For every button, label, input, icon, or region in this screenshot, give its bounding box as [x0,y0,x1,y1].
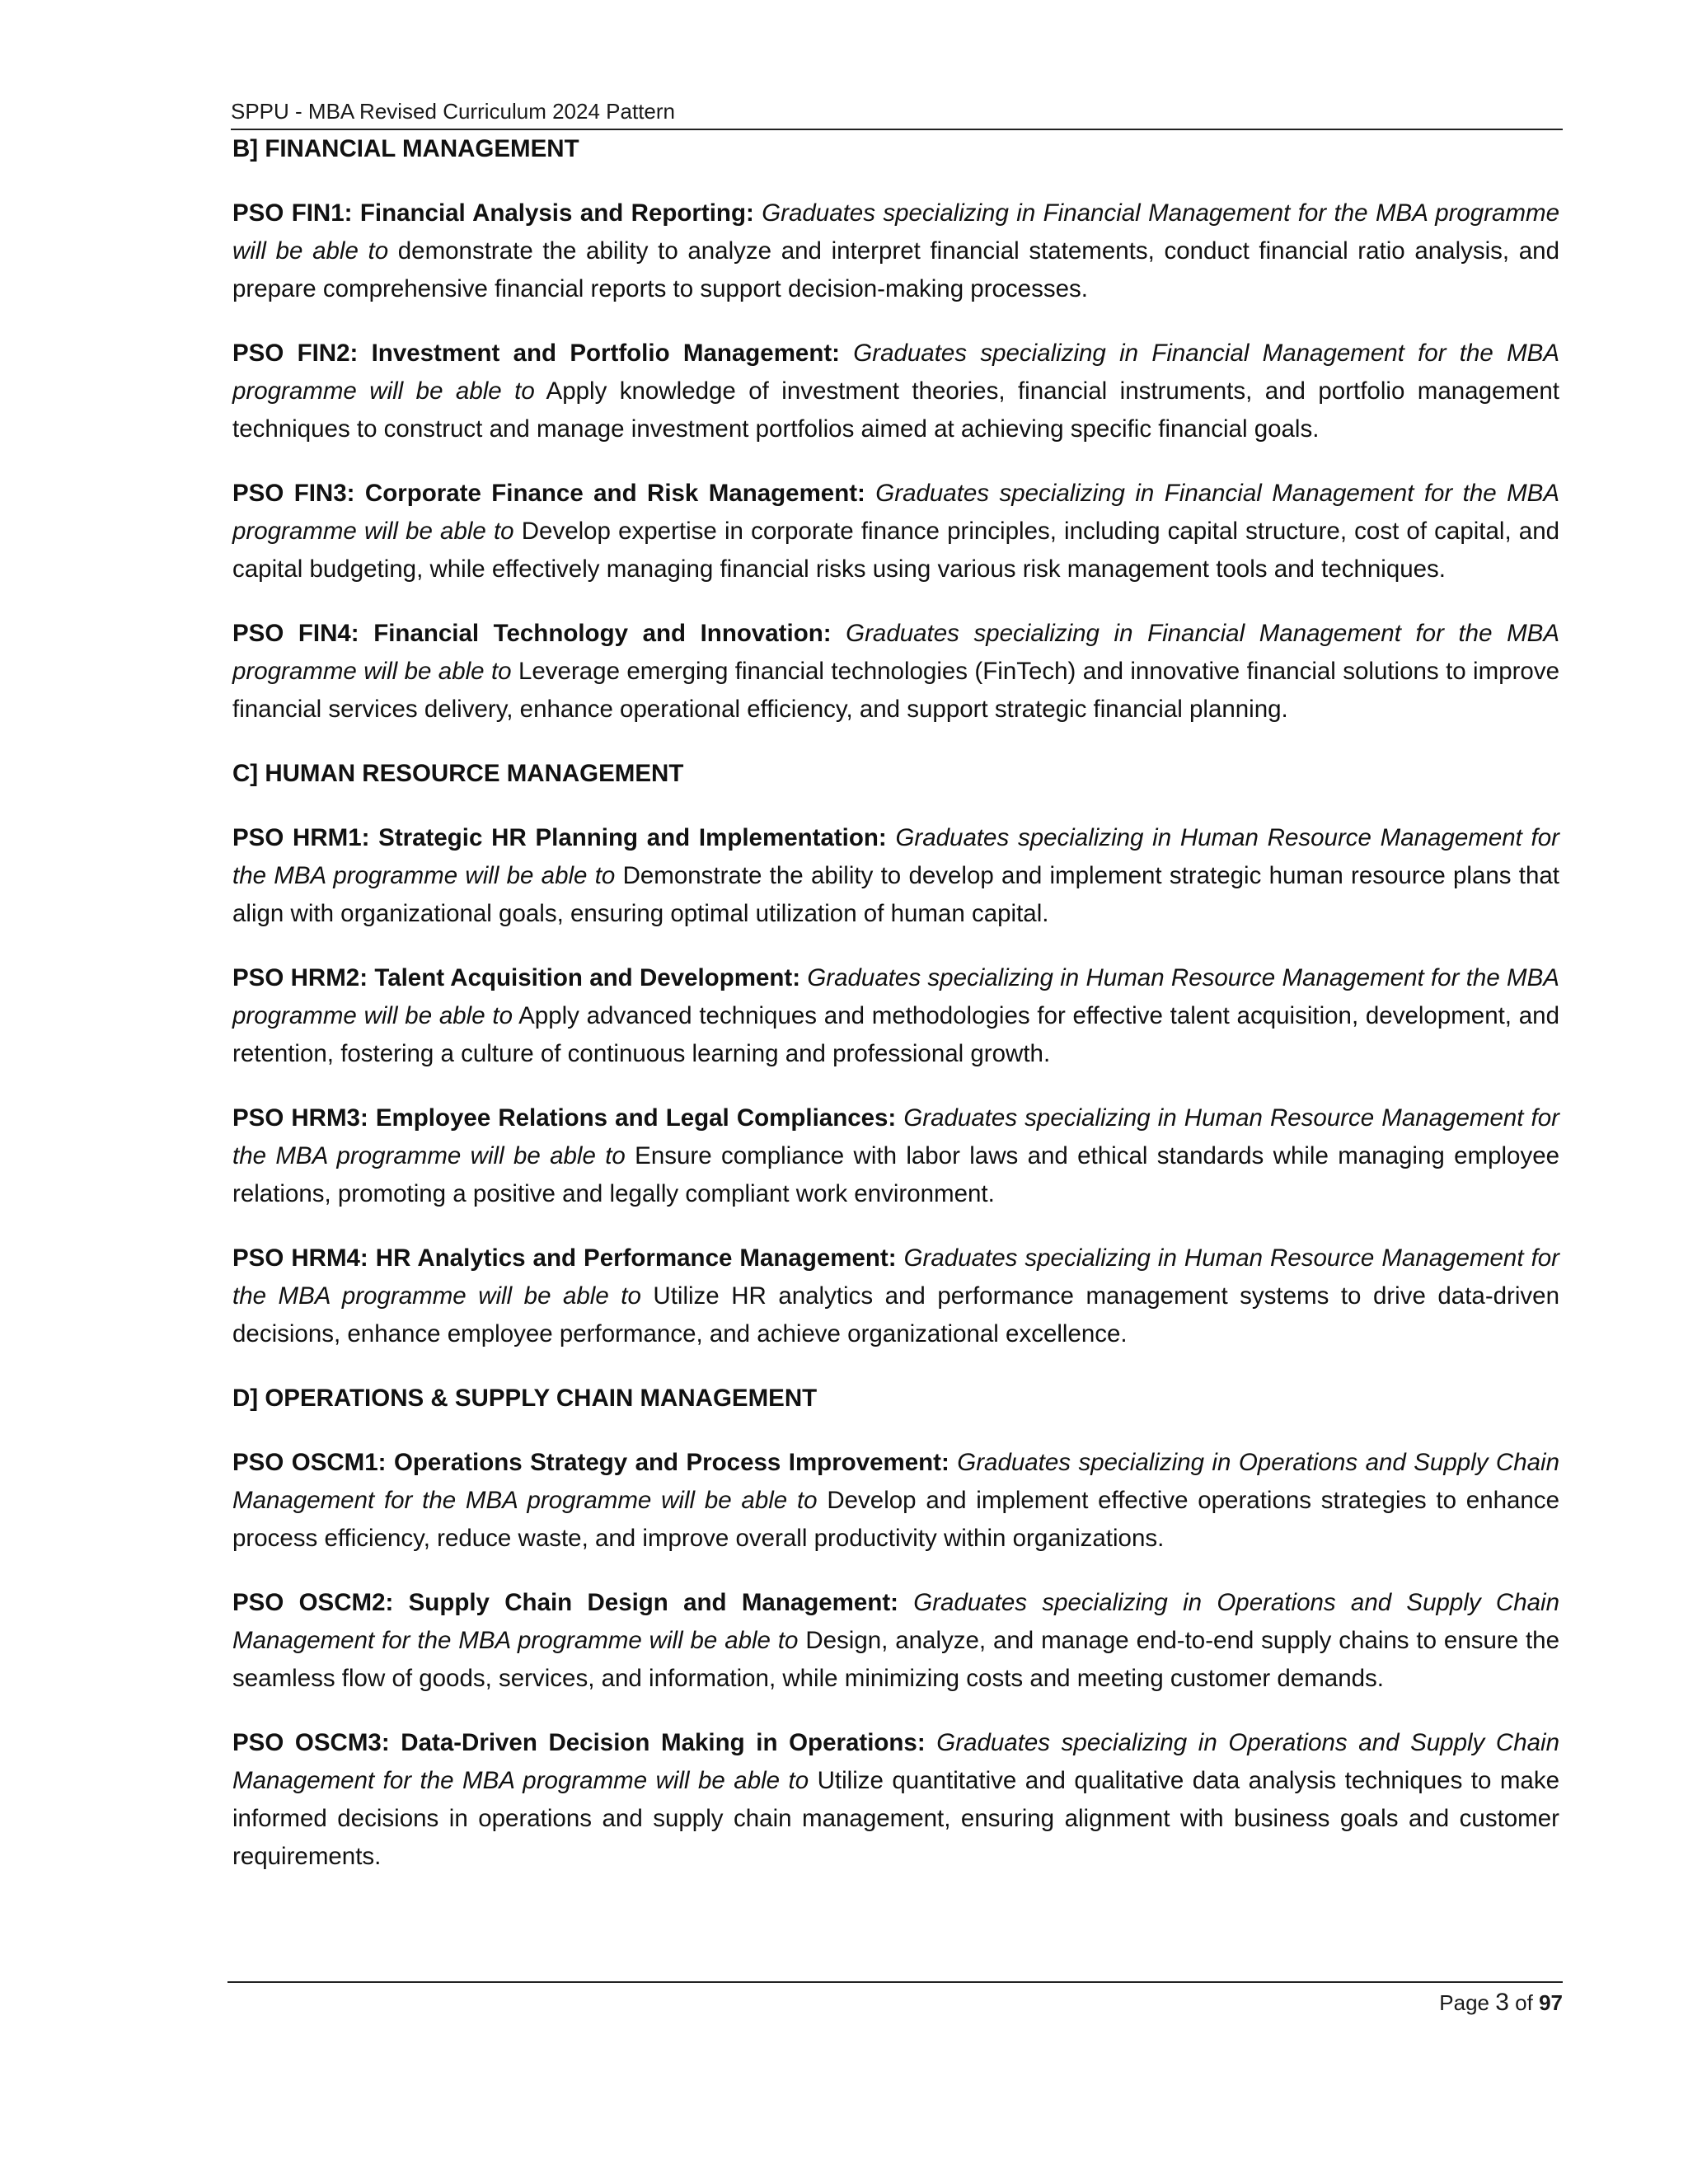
pso-hrm3 [232,1099,1559,1213]
pso-fin4 [232,615,1559,729]
pso-code: PSO HRM4: [232,1244,368,1272]
of-label: of [1515,1990,1533,2015]
pso-text: Design, analyze, and manage end-to-end supply chains to ensure the seamless flow of goods, services, and information, while minimizing costs and meeting customer demands. [232,1627,1559,1692]
pso-code: PSO HRM3: [232,1104,368,1132]
pso-hrm2 [232,959,1559,1073]
pso-intro: Graduates specializing in Operations and Supply Chain Management for the MBA programme will be able to [232,1449,1559,1514]
section-financial-management [232,130,1559,729]
pso-code: PSO FIN3: [232,480,355,507]
pso-text: Apply knowledge of investment theories, financial instruments, and portfolio management techniques to construct and manage investment portfolios aimed at achieving specific financial goals. [232,377,1559,443]
pso-oscm3 [232,1724,1559,1876]
pso-hrm1 [232,819,1559,933]
pso-title: Talent Acquisition and Development: [374,964,801,991]
pso-title: HR Analytics and Performance Management: [375,1244,897,1272]
pso-code: PSO OSCM3: [232,1729,390,1756]
pso-code: PSO FIN1: [232,199,353,227]
pso-title: Employee Relations and Legal Compliances: [375,1104,897,1132]
pso-text: Develop expertise in corporate finance principles, including capital structure, cost of capital, and capital budgeting, while effectively managing financial risks using various risk management tools and techniques. [232,518,1560,583]
pso-text: demonstrate the ability to analyze and interpret financial statements, conduct financial ratio analysis, and prepare comprehensive financial reports to support decision-making processes. [232,237,1559,302]
pso-title: Supply Chain Design and Management: [408,1589,898,1616]
section-operations-supply-chain [232,1380,1559,1876]
pso-code: PSO HRM2: [232,964,368,991]
page-label: Page [1439,1990,1489,2015]
pso-intro: Graduates specializing in Financial Management for the MBA programme will be able to [232,620,1559,685]
footer-divider [227,1981,1563,1983]
pso-text: Apply advanced techniques and methodologies for effective talent acquisition, development, and retention, fostering a culture of continuous learning and professional growth. [232,1002,1559,1067]
pso-intro: Graduates specializing in Operations and Supply Chain Management for the MBA programme will be able to [232,1729,1559,1794]
page-total: 97 [1539,1990,1563,2015]
pso-title: Data-Driven Decision Making in Operations: [401,1729,926,1756]
pso-code: PSO HRM1: [232,824,370,851]
pso-code: PSO OSCM1: [232,1449,387,1476]
pso-title: Operations Strategy and Process Improvement: [393,1449,950,1476]
pso-intro: Graduates specializing in Financial Management for the MBA programme will be able to [232,199,1560,265]
pso-title: Strategic HR Planning and Implementation: [378,824,887,851]
pso-intro: Graduates specializing in Human Resource Management for the MBA programme will be able to [232,964,1559,1029]
pso-intro: Graduates specializing in Operations and Supply Chain Management for the MBA programme will be able to [232,1589,1559,1654]
pso-text: Utilize HR analytics and performance management systems to drive data-driven decisions, enhance employee performance, and achieve organizational excellence. [232,1282,1559,1347]
pso-title: Financial Analysis and Reporting: [359,199,754,227]
section-heading: C] HUMAN RESOURCE MANAGEMENT [232,760,684,787]
page-number: 3 [1495,1989,1509,2016]
section-heading: B] FINANCIAL MANAGEMENT [232,135,579,162]
pso-code: PSO FIN2: [232,340,359,367]
pso-title: Corporate Finance and Risk Management: [364,480,865,507]
pso-fin2 [232,335,1559,448]
pso-text: Demonstrate the ability to develop and implement strategic human resource plans that align with organizational goals, ensuring optimal utilization of human capital. [232,862,1560,927]
pso-text: Develop and implement effective operations strategies to enhance process efficiency, reduce waste, and improve overall productivity within organizations. [232,1487,1559,1552]
page-content [232,130,1559,1902]
section-heading: D] OPERATIONS & SUPPLY CHAIN MANAGEMENT [232,1385,818,1412]
pso-text: Leverage emerging financial technologies (FinTech) and innovative financial solutions to improve financial services delivery, enhance operational efficiency, and support strategic financial planning. [232,658,1559,723]
pso-oscm1 [232,1444,1559,1558]
pso-text: Ensure compliance with labor laws and ethical standards while managing employee relations, promoting a positive and legally compliant work environment. [232,1142,1560,1207]
pso-title: Financial Technology and Innovation: [373,620,832,647]
pso-intro: Graduates specializing in Financial Management for the MBA programme will be able to [232,480,1560,545]
pso-fin3 [232,475,1559,588]
pso-hrm4 [232,1240,1559,1353]
pso-intro: Graduates specializing in Human Resource Management for the MBA programme will be able to [232,824,1559,889]
pso-code: PSO FIN4: [232,620,359,647]
pso-text: Utilize quantitative and qualitative data analysis techniques to make informed decisions in operations and supply chain management, ensuring alignment with business goals and customer requirements. [232,1767,1559,1870]
page-footer [1439,1988,1563,2018]
pso-fin1 [232,194,1559,308]
pso-intro: Graduates specializing in Human Resource Management for the MBA programme will be able to [232,1244,1559,1310]
pso-intro: Graduates specializing in Human Resource Management for the MBA programme will be able to [232,1104,1559,1169]
section-human-resource-management [232,755,1559,1353]
pso-oscm2 [232,1584,1559,1698]
pso-intro: Graduates specializing in Financial Management for the MBA programme will be able to [232,340,1560,405]
pso-code: PSO OSCM2: [232,1589,394,1616]
pso-title: Investment and Portfolio Management: [371,340,841,367]
running-header: SPPU - MBA Revised Curriculum 2024 Pattern [231,99,675,124]
